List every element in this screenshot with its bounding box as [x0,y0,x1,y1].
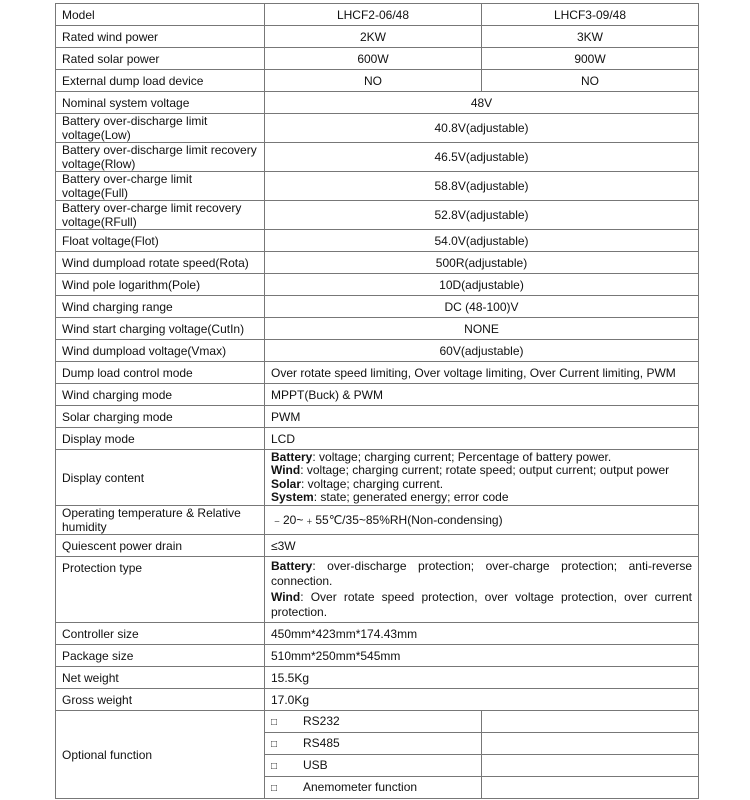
optional-item-blank [482,733,699,755]
checkbox-icon: □ [271,782,278,794]
checkbox-icon: □ [271,738,278,750]
table-row [56,623,699,645]
table-row [56,274,699,296]
optional-item-blank [482,777,699,799]
row-label: Controller size [56,623,265,645]
row-value: ﹣20~﹢55℃/35~85%RH(Non-condensing) [265,506,699,535]
row-value: DC (48-100)V [265,296,699,318]
table-row [56,406,699,428]
row-label: Wind pole logarithm(Pole) [56,274,265,296]
table-row [56,172,699,201]
table-row [56,201,699,230]
row-label: Wind dumpload voltage(Vmax) [56,340,265,362]
table-row [56,48,699,70]
row-label: Protection type [56,557,265,623]
row-value: 17.0Kg [265,689,699,711]
row-label: Wind charging mode [56,384,265,406]
row-label: Solar charging mode [56,406,265,428]
row-value: 54.0V(adjustable) [265,230,699,252]
row-value: NO [265,70,482,92]
row-label: Battery over-discharge limit voltage(Low) [56,114,265,143]
row-label: Battery over-charge limit recovery voltage(RFull) [56,201,265,230]
row-value: 46.5V(adjustable) [265,143,699,172]
row-value: PWM [265,406,699,428]
table-row [56,114,699,143]
row-label: Display content [56,450,265,506]
optional-item: □ RS485 [265,733,482,755]
protection-wind: Wind: Over rotate speed protection, over voltage protection, over current protection. [271,589,692,619]
table-row [56,26,699,48]
row-value: 15.5Kg [265,667,699,689]
row-value: 40.8V(adjustable) [265,114,699,143]
display-content-row [56,450,699,506]
table-header-row [56,4,699,26]
table-row [56,362,699,384]
row-label: Net weight [56,667,265,689]
table-row [56,667,699,689]
row-label: Battery over-charge limit voltage(Full) [56,172,265,201]
row-label: Battery over-discharge limit recovery voltage(Rlow) [56,143,265,172]
table-row [56,384,699,406]
row-label: Nominal system voltage [56,92,265,114]
table-row [56,296,699,318]
row-value: 52.8V(adjustable) [265,201,699,230]
display-line-battery: Battery: voltage; charging current; Percentage of battery power. [271,449,612,464]
row-label: Wind dumpload rotate speed(Rota) [56,252,265,274]
table-row [56,318,699,340]
row-value: LCD [265,428,699,450]
row-value: 10D(adjustable) [265,274,699,296]
row-value: 2KW [265,26,482,48]
row-value: NO [482,70,699,92]
protection-battery: Battery: over-discharge protection; over-charge protection; anti-reverse connection. [271,558,692,588]
optional-item: □ Anemometer function [265,777,482,799]
row-label: Dump load control mode [56,362,265,384]
checkbox-icon: □ [271,760,278,772]
table-row [56,252,699,274]
table-row [56,428,699,450]
display-line-wind: Wind: voltage; charging current; rotate speed; output current; output power [271,463,670,477]
table-row [56,92,699,114]
optional-row [56,711,699,733]
spec-table [55,3,699,799]
row-label: Rated wind power [56,26,265,48]
optional-item: □ RS232 [265,711,482,733]
row-value: 3KW [482,26,699,48]
row-value: 48V [265,92,699,114]
row-label: Quiescent power drain [56,535,265,557]
row-value: 600W [265,48,482,70]
table-row [56,645,699,667]
row-value: ≤3W [265,535,699,557]
row-label: Wind start charging voltage(CutIn) [56,318,265,340]
table-row [56,70,699,92]
row-label: Package size [56,645,265,667]
row-value: NONE [265,318,699,340]
table-row [56,689,699,711]
display-line-solar: Solar: voltage; charging current. [271,476,444,491]
display-line-system: System: state; generated energy; error code [271,490,509,504]
table-row [56,506,699,535]
header-model-label: Model [56,4,265,26]
row-label: Gross weight [56,689,265,711]
row-label: Wind charging range [56,296,265,318]
protection-value [265,557,699,623]
row-value: 60V(adjustable) [265,340,699,362]
table-row [56,535,699,557]
row-label: External dump load device [56,70,265,92]
row-label: Rated solar power [56,48,265,70]
header-model-1: LHCF2-06/48 [265,4,482,26]
row-value: 450mm*423mm*174.43mm [265,623,699,645]
row-value: 58.8V(adjustable) [265,172,699,201]
optional-item-blank [482,711,699,733]
display-content-value [265,450,699,506]
row-value: Over rotate speed limiting, Over voltage limiting, Over Current limiting, PWM [265,362,699,384]
row-label: Optional function [56,711,265,799]
protection-row [56,557,699,623]
row-label: Operating temperature & Relative humidity [56,506,265,535]
optional-item-blank [482,755,699,777]
row-value: MPPT(Buck) & PWM [265,384,699,406]
row-value: 510mm*250mm*545mm [265,645,699,667]
row-label: Display mode [56,428,265,450]
row-value: 500R(adjustable) [265,252,699,274]
table-row [56,340,699,362]
optional-item: □ USB [265,755,482,777]
header-model-2: LHCF3-09/48 [482,4,699,26]
row-value: 900W [482,48,699,70]
row-label: Float voltage(Flot) [56,230,265,252]
table-row [56,230,699,252]
checkbox-icon: □ [271,716,278,728]
table-row [56,143,699,172]
